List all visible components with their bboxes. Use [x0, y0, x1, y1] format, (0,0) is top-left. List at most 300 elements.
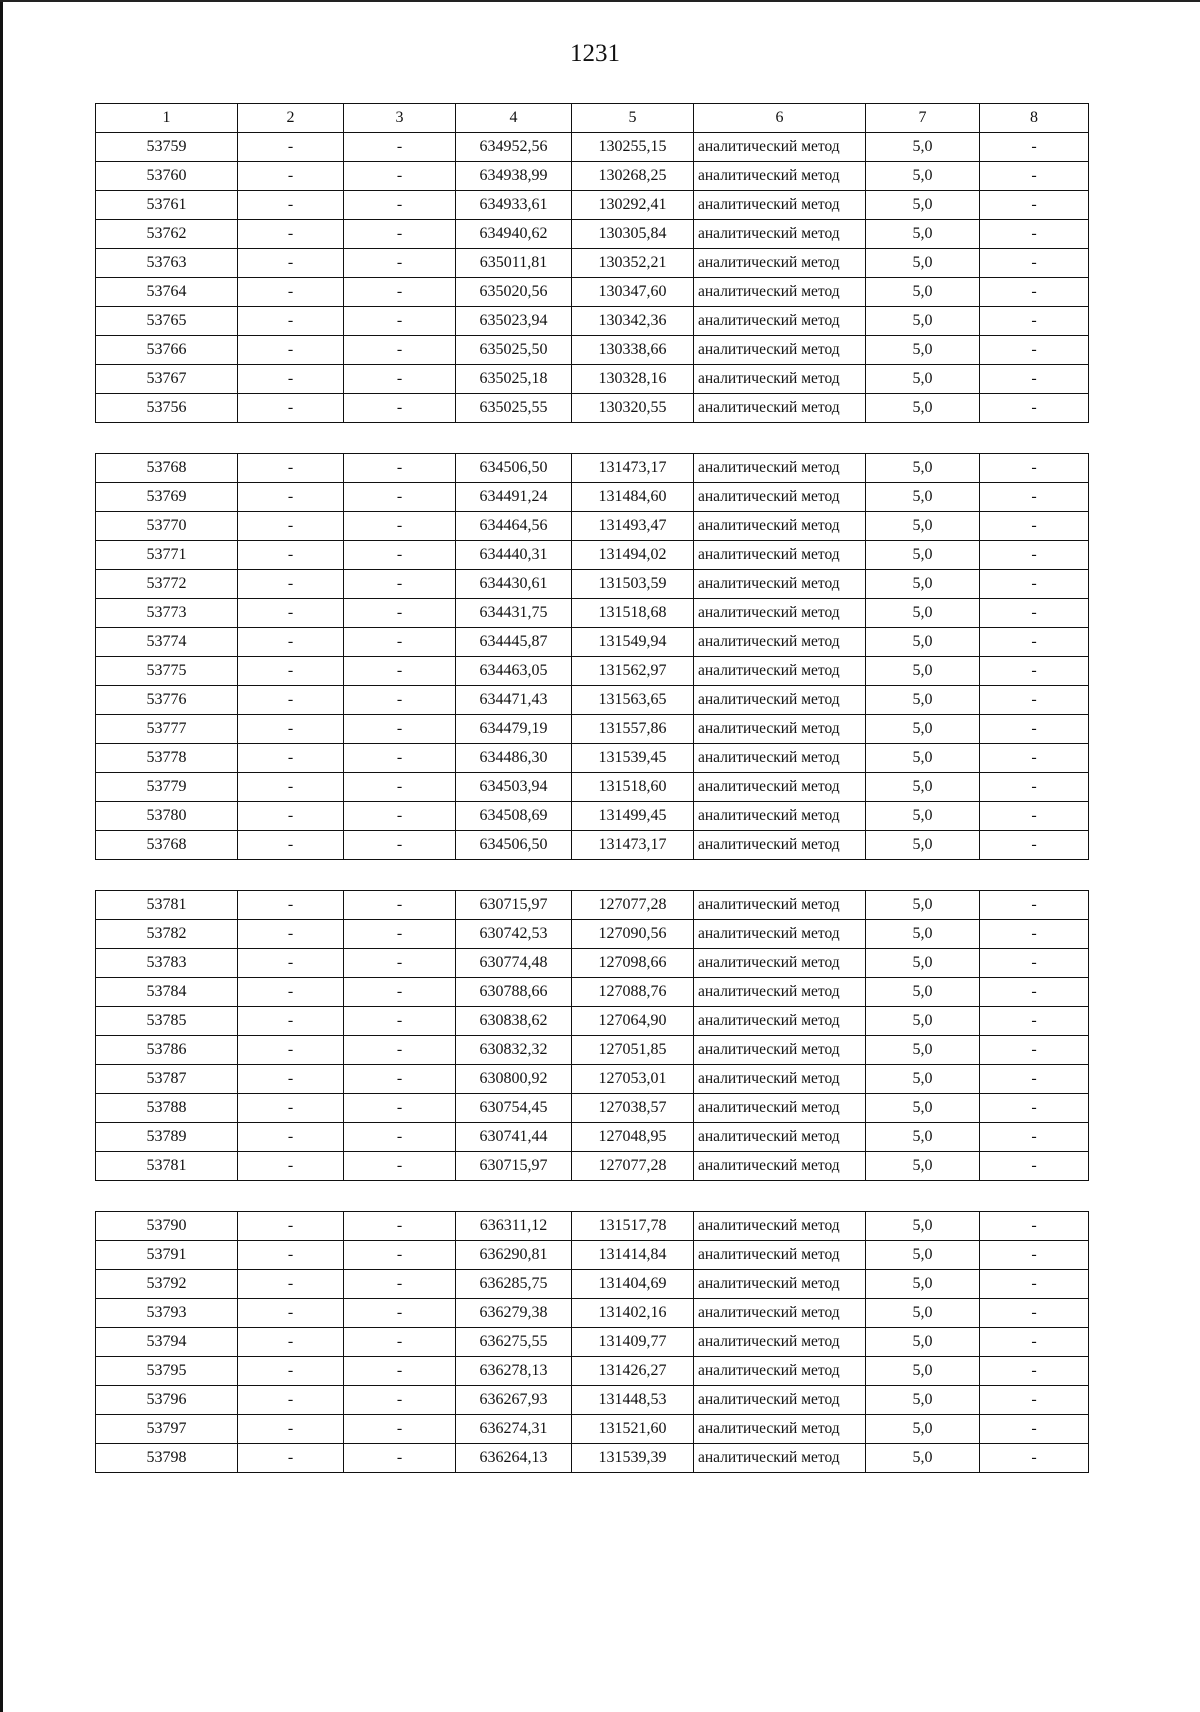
cell-col-5: 127090,56	[572, 920, 694, 949]
cell-col-5: 130352,21	[572, 249, 694, 278]
cell-col-8: -	[980, 1270, 1089, 1299]
cell-col-7: 5,0	[866, 1123, 980, 1152]
cell-col-8: -	[980, 891, 1089, 920]
cell-col-2: -	[238, 715, 344, 744]
cell-col-4: 636264,13	[456, 1444, 572, 1473]
cell-col-6: аналитический метод	[694, 512, 866, 541]
cell-col-7: 5,0	[866, 920, 980, 949]
cell-col-6: аналитический метод	[694, 831, 866, 860]
cell-col-4: 630832,32	[456, 1036, 572, 1065]
cell-col-5: 131448,53	[572, 1386, 694, 1415]
cell-col-4: 635020,56	[456, 278, 572, 307]
table-row	[96, 1357, 1089, 1386]
table-row	[96, 483, 1089, 512]
cell-col-1: 53762	[96, 220, 238, 249]
cell-col-5: 131426,27	[572, 1357, 694, 1386]
cell-col-1: 53773	[96, 599, 238, 628]
cell-col-5: 131518,60	[572, 773, 694, 802]
page-number: 1231	[570, 40, 620, 67]
cell-col-5: 127064,90	[572, 1007, 694, 1036]
cell-col-2: -	[238, 949, 344, 978]
cell-col-4: 634445,87	[456, 628, 572, 657]
cell-col-4: 630774,48	[456, 949, 572, 978]
cell-col-6: аналитический метод	[694, 220, 866, 249]
cell-col-8: -	[980, 162, 1089, 191]
cell-col-2: -	[238, 628, 344, 657]
cell-col-1: 53771	[96, 541, 238, 570]
cell-col-3: -	[344, 1357, 456, 1386]
cell-col-6: аналитический метод	[694, 1241, 866, 1270]
cell-col-5: 130305,84	[572, 220, 694, 249]
cell-col-7: 5,0	[866, 1386, 980, 1415]
cell-col-2: -	[238, 336, 344, 365]
table-row	[96, 365, 1089, 394]
cell-col-5: 131473,17	[572, 454, 694, 483]
cell-col-2: -	[238, 1212, 344, 1241]
cell-col-5: 131539,39	[572, 1444, 694, 1473]
cell-col-2: -	[238, 1241, 344, 1270]
cell-col-1: 53784	[96, 978, 238, 1007]
cell-col-3: -	[344, 773, 456, 802]
coordinates-table-3	[95, 890, 1089, 1181]
cell-col-4: 630800,92	[456, 1065, 572, 1094]
table-row	[96, 1036, 1089, 1065]
cell-col-7: 5,0	[866, 744, 980, 773]
cell-col-6: аналитический метод	[694, 1444, 866, 1473]
cell-col-2: -	[238, 191, 344, 220]
cell-col-8: -	[980, 1152, 1089, 1181]
cell-col-1: 53764	[96, 278, 238, 307]
column-number-4: 4	[456, 104, 572, 133]
cell-col-5: 131549,94	[572, 628, 694, 657]
cell-col-6: аналитический метод	[694, 454, 866, 483]
cell-col-4: 634933,61	[456, 191, 572, 220]
cell-col-2: -	[238, 133, 344, 162]
cell-col-2: -	[238, 1152, 344, 1181]
cell-col-7: 5,0	[866, 715, 980, 744]
cell-col-4: 630838,62	[456, 1007, 572, 1036]
cell-col-2: -	[238, 1065, 344, 1094]
cell-col-7: 5,0	[866, 599, 980, 628]
cell-col-6: аналитический метод	[694, 1036, 866, 1065]
cell-col-1: 53791	[96, 1241, 238, 1270]
cell-col-7: 5,0	[866, 249, 980, 278]
cell-col-7: 5,0	[866, 949, 980, 978]
cell-col-5: 131518,68	[572, 599, 694, 628]
cell-col-5: 131521,60	[572, 1415, 694, 1444]
coordinates-table-1	[95, 103, 1089, 423]
cell-col-3: -	[344, 512, 456, 541]
cell-col-7: 5,0	[866, 1328, 980, 1357]
cell-col-2: -	[238, 1094, 344, 1123]
cell-col-8: -	[980, 394, 1089, 423]
cell-col-4: 634940,62	[456, 220, 572, 249]
cell-col-7: 5,0	[866, 628, 980, 657]
cell-col-5: 131493,47	[572, 512, 694, 541]
table-row	[96, 773, 1089, 802]
cell-col-6: аналитический метод	[694, 686, 866, 715]
cell-col-7: 5,0	[866, 191, 980, 220]
cell-col-3: -	[344, 162, 456, 191]
cell-col-7: 5,0	[866, 1241, 980, 1270]
table-row	[96, 454, 1089, 483]
cell-col-6: аналитический метод	[694, 1065, 866, 1094]
cell-col-3: -	[344, 1152, 456, 1181]
cell-col-4: 634506,50	[456, 831, 572, 860]
cell-col-1: 53794	[96, 1328, 238, 1357]
cell-col-7: 5,0	[866, 1036, 980, 1065]
table-row	[96, 541, 1089, 570]
column-number-3: 3	[344, 104, 456, 133]
cell-col-2: -	[238, 1123, 344, 1152]
cell-col-7: 5,0	[866, 278, 980, 307]
column-number-7: 7	[866, 104, 980, 133]
cell-col-5: 131517,78	[572, 1212, 694, 1241]
cell-col-8: -	[980, 949, 1089, 978]
cell-col-7: 5,0	[866, 512, 980, 541]
cell-col-3: -	[344, 278, 456, 307]
cell-col-6: аналитический метод	[694, 365, 866, 394]
cell-col-6: аналитический метод	[694, 1270, 866, 1299]
cell-col-1: 53763	[96, 249, 238, 278]
cell-col-2: -	[238, 541, 344, 570]
cell-col-1: 53797	[96, 1415, 238, 1444]
cell-col-5: 131499,45	[572, 802, 694, 831]
cell-col-1: 53789	[96, 1123, 238, 1152]
cell-col-8: -	[980, 1094, 1089, 1123]
table-row	[96, 1152, 1089, 1181]
cell-col-2: -	[238, 1444, 344, 1473]
cell-col-2: -	[238, 278, 344, 307]
table-row	[96, 949, 1089, 978]
cell-col-8: -	[980, 1357, 1089, 1386]
cell-col-6: аналитический метод	[694, 657, 866, 686]
table-row	[96, 1386, 1089, 1415]
cell-col-6: аналитический метод	[694, 1123, 866, 1152]
table-row	[96, 512, 1089, 541]
cell-col-6: аналитический метод	[694, 628, 866, 657]
cell-col-2: -	[238, 599, 344, 628]
cell-col-7: 5,0	[866, 1065, 980, 1094]
cell-col-2: -	[238, 920, 344, 949]
cell-col-7: 5,0	[866, 307, 980, 336]
cell-col-7: 5,0	[866, 394, 980, 423]
table-row	[96, 657, 1089, 686]
table-row	[96, 891, 1089, 920]
cell-col-3: -	[344, 1065, 456, 1094]
cell-col-7: 5,0	[866, 365, 980, 394]
cell-col-1: 53775	[96, 657, 238, 686]
cell-col-8: -	[980, 307, 1089, 336]
table-row	[96, 1065, 1089, 1094]
cell-col-5: 131503,59	[572, 570, 694, 599]
cell-col-6: аналитический метод	[694, 744, 866, 773]
cell-col-1: 53781	[96, 891, 238, 920]
cell-col-6: аналитический метод	[694, 570, 866, 599]
cell-col-3: -	[344, 541, 456, 570]
cell-col-6: аналитический метод	[694, 1094, 866, 1123]
cell-col-3: -	[344, 628, 456, 657]
cell-col-2: -	[238, 1328, 344, 1357]
cell-col-5: 130338,66	[572, 336, 694, 365]
cell-col-6: аналитический метод	[694, 920, 866, 949]
cell-col-3: -	[344, 1386, 456, 1415]
cell-col-3: -	[344, 249, 456, 278]
cell-col-6: аналитический метод	[694, 1415, 866, 1444]
cell-col-4: 630741,44	[456, 1123, 572, 1152]
cell-col-5: 131484,60	[572, 483, 694, 512]
table-row	[96, 249, 1089, 278]
cell-col-2: -	[238, 1357, 344, 1386]
cell-col-5: 131414,84	[572, 1241, 694, 1270]
cell-col-7: 5,0	[866, 1094, 980, 1123]
cell-col-3: -	[344, 1328, 456, 1357]
cell-col-1: 53785	[96, 1007, 238, 1036]
cell-col-7: 5,0	[866, 802, 980, 831]
table-row	[96, 1212, 1089, 1241]
coordinates-document	[95, 103, 1088, 1473]
cell-col-3: -	[344, 802, 456, 831]
cell-col-3: -	[344, 1444, 456, 1473]
scan-edge-left	[0, 0, 3, 1712]
cell-col-1: 53765	[96, 307, 238, 336]
table-row	[96, 831, 1089, 860]
cell-col-6: аналитический метод	[694, 133, 866, 162]
cell-col-2: -	[238, 1036, 344, 1065]
cell-col-3: -	[344, 1299, 456, 1328]
cell-col-7: 5,0	[866, 541, 980, 570]
cell-col-1: 53774	[96, 628, 238, 657]
cell-col-2: -	[238, 1007, 344, 1036]
cell-col-6: аналитический метод	[694, 599, 866, 628]
table-row	[96, 920, 1089, 949]
cell-col-3: -	[344, 715, 456, 744]
cell-col-7: 5,0	[866, 1007, 980, 1036]
cell-col-5: 131409,77	[572, 1328, 694, 1357]
cell-col-5: 127053,01	[572, 1065, 694, 1094]
cell-col-1: 53798	[96, 1444, 238, 1473]
table-row	[96, 1299, 1089, 1328]
column-number-8: 8	[980, 104, 1089, 133]
cell-col-4: 634431,75	[456, 599, 572, 628]
cell-col-2: -	[238, 220, 344, 249]
cell-col-7: 5,0	[866, 657, 980, 686]
cell-col-8: -	[980, 802, 1089, 831]
cell-col-3: -	[344, 220, 456, 249]
cell-col-6: аналитический метод	[694, 336, 866, 365]
cell-col-5: 131562,97	[572, 657, 694, 686]
cell-col-6: аналитический метод	[694, 715, 866, 744]
cell-col-1: 53778	[96, 744, 238, 773]
cell-col-4: 634479,19	[456, 715, 572, 744]
cell-col-7: 5,0	[866, 162, 980, 191]
cell-col-3: -	[344, 1007, 456, 1036]
cell-col-3: -	[344, 657, 456, 686]
cell-col-5: 130292,41	[572, 191, 694, 220]
cell-col-4: 635011,81	[456, 249, 572, 278]
cell-col-2: -	[238, 249, 344, 278]
cell-col-3: -	[344, 744, 456, 773]
cell-col-8: -	[980, 365, 1089, 394]
cell-col-4: 635025,50	[456, 336, 572, 365]
cell-col-6: аналитический метод	[694, 891, 866, 920]
cell-col-5: 131404,69	[572, 1270, 694, 1299]
cell-col-4: 634491,24	[456, 483, 572, 512]
cell-col-6: аналитический метод	[694, 249, 866, 278]
cell-col-4: 636267,93	[456, 1386, 572, 1415]
cell-col-8: -	[980, 657, 1089, 686]
table-row	[96, 802, 1089, 831]
cell-col-6: аналитический метод	[694, 802, 866, 831]
cell-col-1: 53790	[96, 1212, 238, 1241]
cell-col-4: 636285,75	[456, 1270, 572, 1299]
cell-col-4: 634471,43	[456, 686, 572, 715]
cell-col-8: -	[980, 920, 1089, 949]
cell-col-5: 127048,95	[572, 1123, 694, 1152]
cell-col-3: -	[344, 831, 456, 860]
cell-col-6: аналитический метод	[694, 394, 866, 423]
table-row	[96, 336, 1089, 365]
cell-col-1: 53772	[96, 570, 238, 599]
cell-col-7: 5,0	[866, 1270, 980, 1299]
cell-col-3: -	[344, 1094, 456, 1123]
cell-col-8: -	[980, 454, 1089, 483]
cell-col-3: -	[344, 686, 456, 715]
cell-col-7: 5,0	[866, 1357, 980, 1386]
column-number-1: 1	[96, 104, 238, 133]
coordinates-table-2	[95, 453, 1089, 860]
cell-col-2: -	[238, 570, 344, 599]
cell-col-7: 5,0	[866, 220, 980, 249]
cell-col-8: -	[980, 336, 1089, 365]
cell-col-8: -	[980, 249, 1089, 278]
table-row	[96, 133, 1089, 162]
cell-col-1: 53767	[96, 365, 238, 394]
cell-col-4: 636311,12	[456, 1212, 572, 1241]
cell-col-5: 130268,25	[572, 162, 694, 191]
cell-col-3: -	[344, 483, 456, 512]
cell-col-1: 53766	[96, 336, 238, 365]
cell-col-3: -	[344, 336, 456, 365]
cell-col-3: -	[344, 891, 456, 920]
cell-col-2: -	[238, 802, 344, 831]
cell-col-8: -	[980, 1065, 1089, 1094]
cell-col-4: 634506,50	[456, 454, 572, 483]
cell-col-5: 127098,66	[572, 949, 694, 978]
cell-col-3: -	[344, 1241, 456, 1270]
cell-col-1: 53779	[96, 773, 238, 802]
cell-col-3: -	[344, 949, 456, 978]
table-row	[96, 1094, 1089, 1123]
cell-col-4: 630715,97	[456, 891, 572, 920]
table-row	[96, 1007, 1089, 1036]
cell-col-5: 130342,36	[572, 307, 694, 336]
cell-col-4: 634503,94	[456, 773, 572, 802]
cell-col-2: -	[238, 1386, 344, 1415]
table-row	[96, 744, 1089, 773]
cell-col-7: 5,0	[866, 483, 980, 512]
cell-col-3: -	[344, 1212, 456, 1241]
cell-col-6: аналитический метод	[694, 162, 866, 191]
cell-col-1: 53759	[96, 133, 238, 162]
cell-col-8: -	[980, 1212, 1089, 1241]
cell-col-1: 53777	[96, 715, 238, 744]
cell-col-5: 131539,45	[572, 744, 694, 773]
cell-col-8: -	[980, 773, 1089, 802]
cell-col-4: 630715,97	[456, 1152, 572, 1181]
cell-col-8: -	[980, 715, 1089, 744]
cell-col-5: 130255,15	[572, 133, 694, 162]
cell-col-6: аналитический метод	[694, 483, 866, 512]
cell-col-4: 630754,45	[456, 1094, 572, 1123]
cell-col-2: -	[238, 1270, 344, 1299]
cell-col-2: -	[238, 162, 344, 191]
cell-col-7: 5,0	[866, 831, 980, 860]
cell-col-2: -	[238, 773, 344, 802]
cell-col-1: 53768	[96, 831, 238, 860]
cell-col-8: -	[980, 1386, 1089, 1415]
cell-col-5: 131557,86	[572, 715, 694, 744]
cell-col-8: -	[980, 483, 1089, 512]
cell-col-8: -	[980, 1007, 1089, 1036]
cell-col-6: аналитический метод	[694, 278, 866, 307]
cell-col-4: 636279,38	[456, 1299, 572, 1328]
cell-col-8: -	[980, 1241, 1089, 1270]
cell-col-5: 130347,60	[572, 278, 694, 307]
cell-col-8: -	[980, 1036, 1089, 1065]
cell-col-6: аналитический метод	[694, 949, 866, 978]
cell-col-5: 127077,28	[572, 891, 694, 920]
table-row	[96, 162, 1089, 191]
cell-col-7: 5,0	[866, 891, 980, 920]
cell-col-8: -	[980, 541, 1089, 570]
cell-col-3: -	[344, 1415, 456, 1444]
cell-col-8: -	[980, 191, 1089, 220]
cell-col-5: 131563,65	[572, 686, 694, 715]
cell-col-6: аналитический метод	[694, 978, 866, 1007]
cell-col-4: 635025,55	[456, 394, 572, 423]
cell-col-6: аналитический метод	[694, 1299, 866, 1328]
cell-col-3: -	[344, 1036, 456, 1065]
cell-col-4: 630742,53	[456, 920, 572, 949]
cell-col-4: 635023,94	[456, 307, 572, 336]
cell-col-3: -	[344, 133, 456, 162]
cell-col-4: 634952,56	[456, 133, 572, 162]
table-row	[96, 191, 1089, 220]
cell-col-8: -	[980, 570, 1089, 599]
cell-col-2: -	[238, 978, 344, 1007]
table-row	[96, 1123, 1089, 1152]
cell-col-4: 634486,30	[456, 744, 572, 773]
cell-col-2: -	[238, 512, 344, 541]
cell-col-5: 131473,17	[572, 831, 694, 860]
cell-col-1: 53783	[96, 949, 238, 978]
cell-col-8: -	[980, 512, 1089, 541]
table-row	[96, 394, 1089, 423]
cell-col-4: 636278,13	[456, 1357, 572, 1386]
cell-col-8: -	[980, 133, 1089, 162]
table-row	[96, 978, 1089, 1007]
cell-col-1: 53780	[96, 802, 238, 831]
table-row	[96, 1415, 1089, 1444]
cell-col-6: аналитический метод	[694, 307, 866, 336]
cell-col-7: 5,0	[866, 336, 980, 365]
cell-col-1: 53795	[96, 1357, 238, 1386]
cell-col-3: -	[344, 365, 456, 394]
cell-col-7: 5,0	[866, 978, 980, 1007]
cell-col-7: 5,0	[866, 773, 980, 802]
cell-col-8: -	[980, 599, 1089, 628]
